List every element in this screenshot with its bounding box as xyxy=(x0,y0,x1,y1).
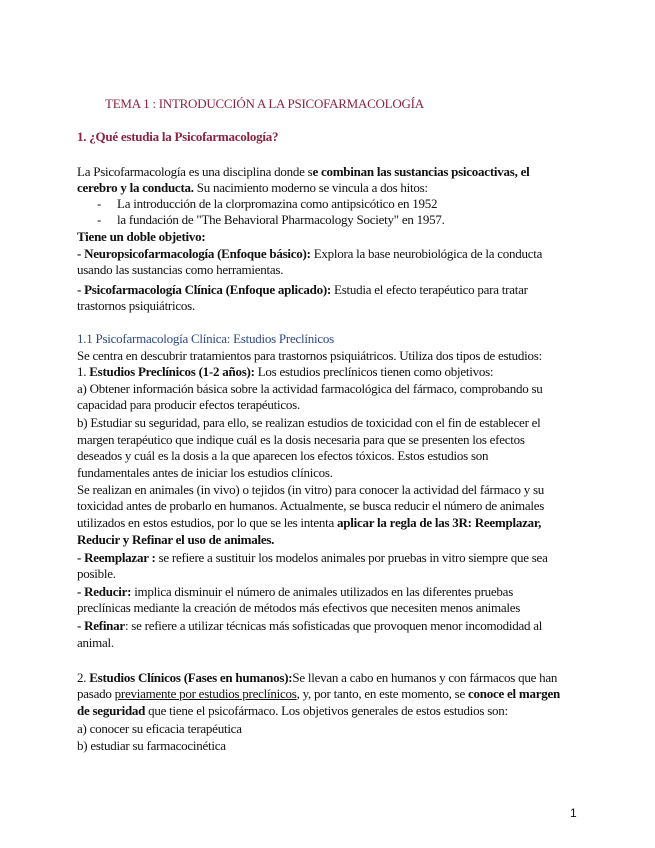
paragraph-line: 2. Estudios Clínicos (Fases en humanos):Se llevan a cabo en humanos y con fármacos que han xyxy=(77,670,558,685)
document-title: TEMA 1 : INTRODUCCIÓN A LA PSICOFARMACOLOGÍA xyxy=(105,96,424,111)
paragraph-line: preclínicas mediante la creación de métodos más efectivos que necesiten menos animales xyxy=(77,600,521,615)
paragraph-line: a) Obtener información básica sobre la actividad farmacológica del fármaco, comprobando su xyxy=(77,381,543,396)
list-item: - la fundación de "The Behavioral Pharmacology Society" en 1957. xyxy=(97,212,445,227)
section-heading: 1. ¿Qué estudia la Psicofarmacología? xyxy=(77,129,279,144)
paragraph-line: - Refinar: se refiere a utilizar técnicas más sofisticadas que provoquen menor incomodidad al xyxy=(77,618,543,633)
paragraph-line: de seguridad que tiene el psicofármaco. Los objetivos generales de estos estudios son: xyxy=(77,703,508,718)
paragraph-line: fundamentales antes de iniciar los estudios clínicos. xyxy=(77,465,333,480)
paragraph-line: Reducir y Refinar el uso de animales. xyxy=(77,532,275,547)
paragraph-line: b) Estudiar su seguridad, para ello, se realizan estudios de toxicidad con el fin de establecer el xyxy=(77,415,541,430)
paragraph-line: animal. xyxy=(77,635,114,650)
paragraph-line: - Psicofarmacología Clínica (Enfoque aplicado): Estudia el efecto terapéutico para tratar xyxy=(77,282,528,297)
list-item: - La introducción de la clorpromazina como antipsicótico en 1952 xyxy=(97,196,438,211)
paragraph-line: - Reemplazar : se refiere a sustituir los modelos animales por pruebas in vitro siempre que sea xyxy=(77,550,548,565)
paragraph-line: capacidad para producir efectos terapéuticos. xyxy=(77,397,300,412)
paragraph-line: deseados y cuál es la dosis a la que aparecen los efectos tóxicos. Estos estudios son xyxy=(77,448,489,463)
list-item: a) conocer su eficacia terapéutica xyxy=(77,721,242,736)
subheading: Tiene un doble objetivo: xyxy=(77,229,206,244)
paragraph-line: La Psicofarmacología es una disciplina donde se combinan las sustancias psicoactivas, el xyxy=(77,164,530,179)
paragraph-line: posible. xyxy=(77,566,116,581)
paragraph-line: usando las sustancias como herramientas. xyxy=(77,262,284,277)
paragraph-line: Se realizan en animales (in vivo) o tejidos (in vitro) para conocer la actividad del fármaco y su xyxy=(77,482,545,497)
list-item: b) estudiar su farmacocinética xyxy=(77,738,226,753)
paragraph-line: trastornos psiquiátricos. xyxy=(77,298,195,313)
page-number: 1 xyxy=(570,806,577,820)
paragraph-line: - Neuropsicofarmacología (Enfoque básico): Explora la base neurobiológica de la conducta xyxy=(77,246,543,261)
paragraph-line: pasado previamente por estudios preclínicos, y, por tanto, en este momento, se conoce el margen xyxy=(77,686,561,701)
paragraph-line: margen terapéutico que indique cuál es la dosis necesaria para que se presenten los efectos xyxy=(77,432,525,447)
paragraph-line: 1. Estudios Preclínicos (1-2 años): Los estudios preclínicos tienen como objetivos: xyxy=(77,364,494,379)
paragraph-line: cerebro y la conducta. Su nacimiento moderno se vincula a dos hitos: xyxy=(77,180,428,195)
paragraph-line: utilizados en estos estudios, por lo que se les intenta aplicar la regla de las 3R: Reemplazar, xyxy=(77,515,542,530)
paragraph-line: Se centra en descubrir tratamientos para trastornos psiquiátricos. Utiliza dos tipos de estudios: xyxy=(77,348,542,363)
paragraph-line: - Reducir: implica disminuir el número de animales utilizados en las diferentes pruebas xyxy=(77,584,514,599)
paragraph-line: toxicidad antes de probarlo en humanos. Actualmente, se busca reducir el número de animales xyxy=(77,498,545,513)
section-heading: 1.1 Psicofarmacología Clínica: Estudios Preclínicos xyxy=(77,331,334,346)
